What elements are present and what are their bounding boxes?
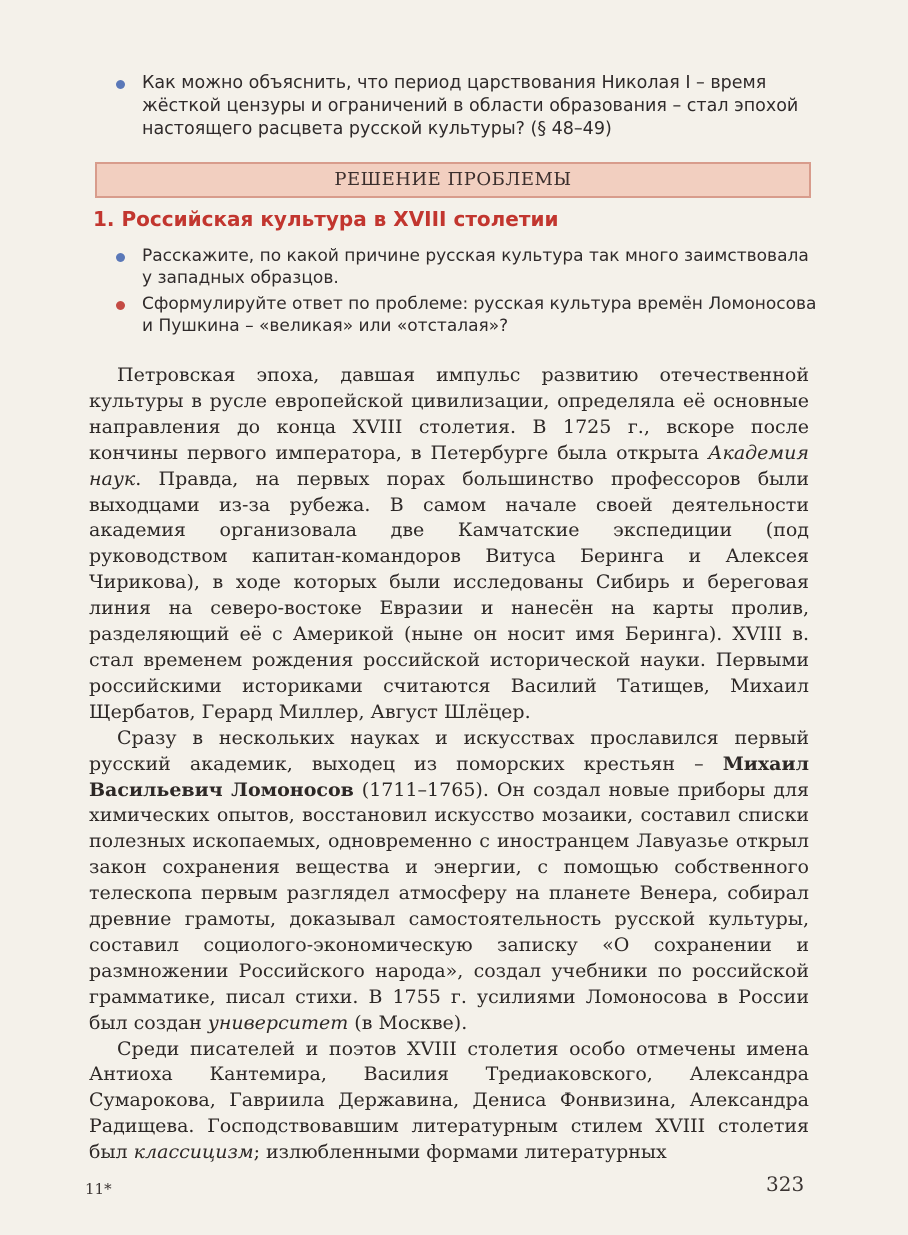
task-text: Расскажите, по какой причине русская культура так много заимствовала у западных образцов. [142,246,809,288]
paragraph-text: Среди писателей и поэтов XVIII столетия особо отмечены имена Антиоха Кантемира, Василия Тредиаковского, Александра Сумарокова, Гавриила Державина, Дениса Фонвизина, Александра Радищева. Господствовавшим литературным стилем XVIII столетия был [89,1037,809,1164]
paragraph-text: (1711–1765). Он создал новые приборы для химических опытов, восстановил искусство мозаики, составил списки полезных ископаемых, одновременно с иностранцем Лавуазье открыл закон сохранения вещества и энергии, с помощью собственного телескопа первым разглядел атмосферу на планете Венера, собирал древние грамоты, доказывал самостоятельность русской культуры, составил социолого-экономическую записку «О сохранении и размножении Российского народа», создал учебники по российской грамматике, писал стихи. В 1755 г. усилиями Ломоносова в России был создан [89,778,809,1034]
body-text [89,363,809,1166]
problem-solving-banner [95,162,811,198]
task-item [112,245,817,289]
paragraph-text: Петровская эпоха, давшая импульс развитию отечественной культуры в русле европейской цивилизации, определяла её основные направления до конца XVIII столетия. В 1725 г., вскоре после кончины первого императора, в Петербурге была открыта [89,364,809,464]
paragraph-3 [89,1037,809,1167]
top-question-text: Как можно объяснить, что период царствования Николая I – время жёсткой цензуры и ограничений в области образования – стал эпохой настоящего расцвета русской культуры? (§ 48–49) [142,73,799,139]
paragraph-text: . Правда, на первых порах большинство профессоров были выходцами из-за рубежа. В самом начале своей деятельности академия организовала две Камчатские экспедиции (под руководством капитан-командоров Витуса Беринга и Алексея Чирикова), в ходе которых были исследованы Сибирь и береговая линия на северо-востоке Евразии и нанесён на карты пролив, разделяющий её с Америкой (ныне он носит имя Беринга). XVIII в. стал временем рождения российской исторической науки. Первыми российскими историками считаются Василий Татищев, Михаил Щербатов, Герард Миллер, Август Шлёцер. [89,467,809,723]
paragraph-1 [89,363,809,726]
bullet-dot-icon [116,301,125,310]
bullet-dot-icon [116,80,125,89]
signature-mark: 11* [85,1180,112,1198]
task-item [112,293,817,337]
page-number: 323 [766,1172,805,1196]
task-list [112,245,817,341]
emphasis-term: классицизм [133,1141,254,1164]
task-text: Сформулируйте ответ по проблеме: русская культура времён Ломоносова и Пушкина – «великая» или «отсталая»? [142,294,817,336]
bullet-dot-icon [116,253,125,262]
top-question-list [112,72,812,145]
banner-title: РЕШЕНИЕ ПРОБЛЕМЫ [334,169,572,190]
top-question-item [112,72,812,141]
paragraph-text: Сразу в нескольких науках и искусствах прославился первый русский академик, выходец из поморских крестьян – [89,726,809,775]
bold-name: Михаил Васильевич Ломоносов [89,752,809,801]
emphasis-term: университет [207,1011,349,1034]
paragraph-text: (в Москве). [348,1011,468,1034]
section-heading: 1. Российская культура в XVIII столетии [93,207,559,231]
paragraph-text: ; излюбленными формами литературных [253,1141,667,1164]
emphasis-term: Академия наук [89,441,809,490]
paragraph-2 [89,726,809,1037]
